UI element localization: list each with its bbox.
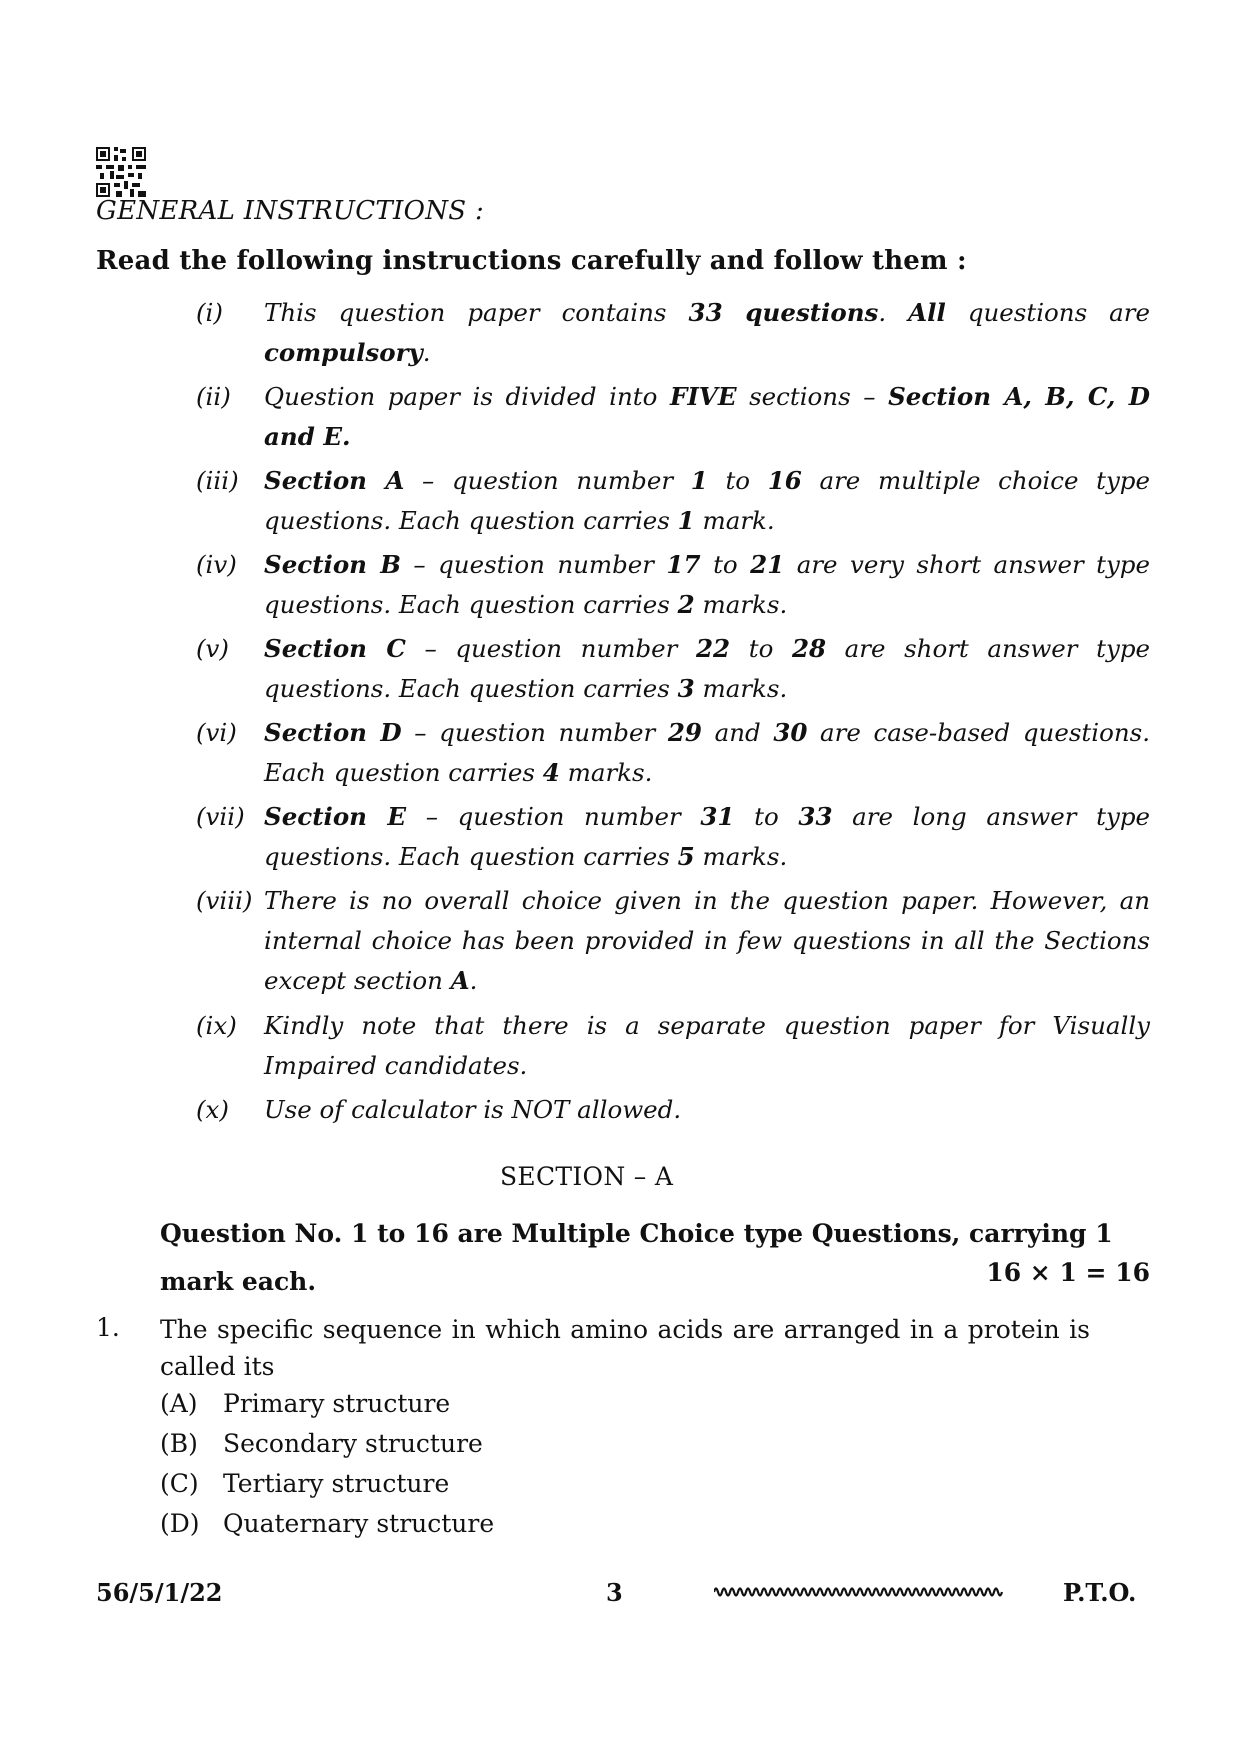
instruction-item bbox=[0, 1006, 1241, 1086]
instruction-item bbox=[0, 629, 1241, 709]
instruction-item bbox=[0, 713, 1241, 793]
option-text: Secondary structure bbox=[223, 1429, 483, 1458]
option-label: (A) bbox=[160, 1389, 198, 1418]
wavy-line-icon bbox=[714, 1582, 1004, 1602]
qr-code-icon bbox=[96, 147, 146, 197]
option-text: Quaternary structure bbox=[223, 1509, 495, 1538]
general-instructions-heading: GENERAL INSTRUCTIONS : bbox=[96, 196, 485, 226]
paper-code: 56/5/1/22 bbox=[96, 1578, 223, 1607]
section-marks: 16 × 1 = 16 bbox=[986, 1258, 1150, 1287]
page-number: 3 bbox=[606, 1578, 623, 1607]
instruction-number: (x) bbox=[196, 1095, 229, 1124]
pto-label: P.T.O. bbox=[1063, 1578, 1137, 1607]
instruction-number: (ii) bbox=[196, 382, 231, 411]
option-text: Tertiary structure bbox=[223, 1469, 450, 1498]
instruction-text: Section B – question number 17 to 21 are very short answer type questions. Each question carries 2 marks. bbox=[264, 550, 1150, 619]
instruction-item bbox=[0, 377, 1241, 457]
instruction-item bbox=[0, 461, 1241, 541]
instruction-number: (v) bbox=[196, 634, 229, 663]
instruction-item bbox=[0, 881, 1241, 1001]
instruction-text: Kindly note that there is a separate question paper for Visually Impaired candidates. bbox=[264, 1011, 1150, 1080]
question-number: 1. bbox=[96, 1313, 120, 1342]
instruction-number: (iv) bbox=[196, 550, 237, 579]
option-text: Primary structure bbox=[223, 1389, 451, 1418]
instruction-number: (i) bbox=[196, 298, 223, 327]
section-title-text: SECTION – A bbox=[500, 1162, 674, 1191]
option-label: (D) bbox=[160, 1509, 200, 1538]
section-description: Question No. 1 to 16 are Multiple Choice type Questions, carrying 1 mark each. bbox=[160, 1219, 1113, 1296]
instruction-number: (vi) bbox=[196, 718, 237, 747]
instruction-number: (viii) bbox=[196, 886, 253, 915]
option-label: (B) bbox=[160, 1429, 198, 1458]
instruction-text: Section A – question number 1 to 16 are multiple choice type questions. Each question carries 1 mark. bbox=[264, 466, 1150, 535]
instruction-text: This question paper contains 33 questions. All questions are compulsory. bbox=[264, 298, 1151, 367]
instruction-text: There is no overall choice given in the question paper. However, an internal choice has been provided in few questions in all the Sections except section A. bbox=[264, 886, 1150, 995]
instruction-text: Section C – question number 22 to 28 are short answer type questions. Each question carries 3 marks. bbox=[264, 634, 1150, 703]
read-instructions-line: Read the following instructions carefully and follow them : bbox=[96, 246, 967, 276]
instruction-item bbox=[0, 797, 1241, 877]
instruction-number: (vii) bbox=[196, 802, 245, 831]
instruction-item bbox=[0, 1090, 1241, 1130]
question-text: The specific sequence in which amino acids are arranged in a protein is called its bbox=[160, 1315, 1090, 1381]
instruction-item bbox=[0, 293, 1241, 373]
instruction-item bbox=[0, 545, 1241, 625]
option-label: (C) bbox=[160, 1469, 199, 1498]
instruction-text: Section D – question number 29 and 30 are case-based questions. Each question carries 4 marks. bbox=[264, 718, 1150, 787]
instruction-text: Question paper is divided into FIVE sections – Section A, B, C, D and E. bbox=[264, 382, 1151, 451]
instruction-text: Use of calculator is NOT allowed. bbox=[264, 1095, 682, 1124]
instruction-number: (ix) bbox=[196, 1011, 237, 1040]
instruction-text: Section E – question number 31 to 33 are long answer type questions. Each question carries 5 marks. bbox=[264, 802, 1151, 871]
instruction-number: (iii) bbox=[196, 466, 239, 495]
